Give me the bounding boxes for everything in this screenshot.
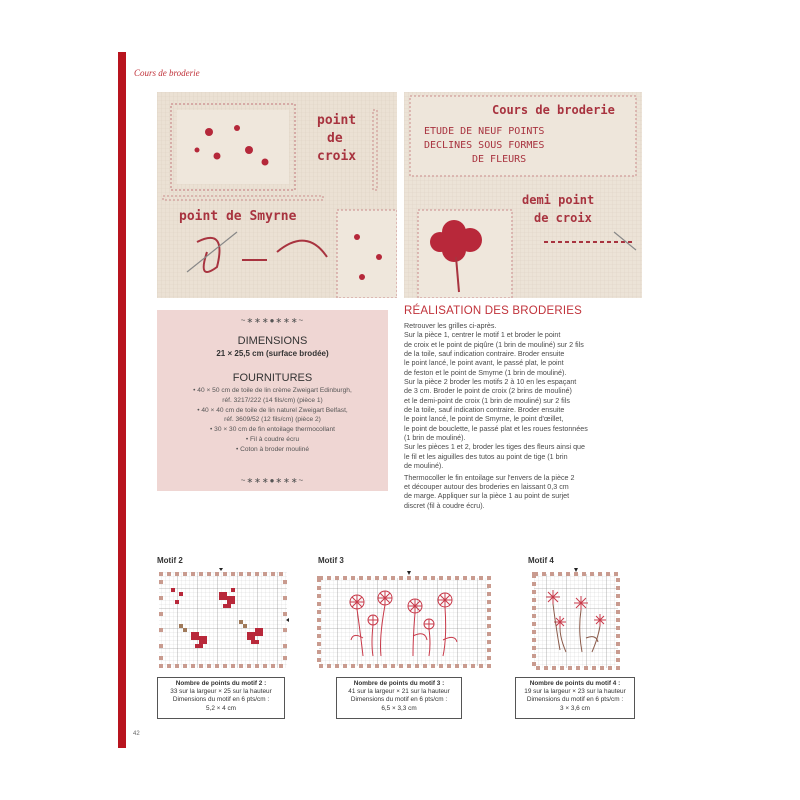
chapter-color-bar: [118, 52, 126, 748]
list-item: • 30 × 30 cm de fin entoilage thermocollant: [210, 426, 335, 434]
photo-right-label-croix: de croix: [534, 211, 592, 225]
page-number: 42: [133, 731, 140, 737]
running-title: Cours de broderie: [134, 68, 200, 78]
photo-right-line3: DE FLEURS: [472, 154, 527, 165]
photo-right-title: Cours de broderie: [492, 103, 615, 117]
ornament-bottom: ~∗∗∗●∗∗∗~: [240, 476, 305, 485]
list-item: réf. 3609/52 (12 fils/cm) (pièce 2): [224, 416, 321, 424]
photo-sampler-left: [157, 92, 397, 298]
photo-left-label-croix: croix: [317, 149, 357, 164]
dimensions-title: DIMENSIONS: [237, 335, 308, 347]
list-item: • 40 × 40 cm de toile de lin naturel Zweigart Belfast,: [197, 406, 348, 414]
dimensions-value: 21 × 25,5 cm (surface brodée): [216, 349, 329, 358]
motif-4-caption: Nombre de points du motif 4 : 19 sur la largeur × 23 sur la hauteur Dimensions du motif en 6 pts/cm : 3 × 3,6 cm: [515, 677, 635, 719]
photo-left-label-de: de: [327, 131, 343, 146]
list-item: réf. 3217/222 (14 fils/cm) (pièce 1): [222, 396, 323, 404]
paragraph: Retrouver les grilles ci-après. Sur la pièce 1, centrer le motif 1 et broder le point de croix et le point de piqûre (1 brin de mouliné) sur 2 fils de la toile, sauf indication contraire. Broder ensuite le point lancé, le point avant, le passé plat, le point de feston et le point de Smyrne (1 brin de mouliné). Sur la pièce 2 broder les motifs 2 à 10 en les espaçant de 3 cm. Broder le point de croix (2 brins de mouliné) et le demi-point de croix (1 brin de mouliné) sur 2 fils de la toile, sauf indication contraire. Broder ensuite le point lancé, le point de Smyrne, le point d'œillet, le point de bouclette, le passé plat et les roues festonnées (1 brin de mouliné). Sur les pièces 1 et 2, broder les tiges des fleurs ainsi que le fil et les aiguilles des tutos au point de tige (1 brin de mouliné).: [404, 322, 588, 471]
motif-3-chart: [317, 568, 492, 668]
photo-left-label-point: point: [317, 113, 357, 128]
motif-2-label: Motif 2: [157, 556, 183, 565]
realisation-title: RÉALISATION DES BRODERIES: [404, 305, 582, 317]
photo-right-line1: ETUDE DE NEUF POINTS: [424, 126, 545, 137]
motif-2-chart: [157, 568, 289, 670]
list-item: • Coton à broder mouliné: [235, 445, 310, 453]
fournitures-list: [157, 386, 388, 455]
photo-right-line2: DECLINES SOUS FORMES: [424, 140, 545, 151]
motif-4-label: Motif 4: [528, 556, 554, 565]
realisation-text: [404, 322, 649, 511]
photo-sampler-right: [404, 92, 642, 298]
motif-3-caption: Nombre de points du motif 3 : 41 sur la largeur × 21 sur la hauteur Dimensions du motif en 6 pts/cm : 6,5 × 3,3 cm: [336, 677, 462, 719]
ornament-top: ~∗∗∗●∗∗∗~: [240, 316, 305, 325]
supplies-box: [157, 310, 388, 491]
photo-right-label-demi: demi point: [522, 193, 595, 207]
photo-left-label-smyrne: point de Smyrne: [179, 209, 297, 224]
motif-3-label: Motif 3: [318, 556, 344, 565]
motif-2-caption: Nombre de points du motif 2 : 33 sur la largeur × 25 sur la hauteur Dimensions du motif en 6 pts/cm : 5,2 × 4 cm: [157, 677, 285, 719]
list-item: • 40 × 50 cm de toile de lin crème Zweigart Edinburgh,: [193, 387, 352, 394]
motif-4-chart: [526, 568, 622, 670]
paragraph: Thermocoller le fin entoilage sur l'envers de la pièce 2 et découper autour des broderies en laissant 0,3 cm de marge. Appliquer sur la pièce 1 au point de surjet discret (fil à coudre écru).: [404, 473, 575, 510]
fournitures-title: FOURNITURES: [232, 372, 313, 384]
list-item: • Fil à coudre écru: [245, 435, 300, 443]
